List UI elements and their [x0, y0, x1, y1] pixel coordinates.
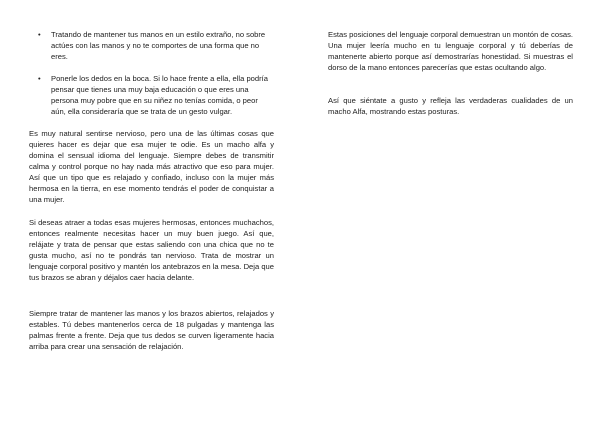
bullet-dot-icon: • [38, 74, 41, 83]
bullet-text: Tratando de mantener tus manos en un estilo extraño, no sobre actúes con las manos y no te comportes de una forma que no eres. [51, 30, 266, 61]
body-paragraph: Si deseas atraer a todas esas mujeres hermosas, entonces muchachos, entonces realmente necesitas hacer un muy buen juego. Así que, relájate y trata de pensar que estas saliendo con una chica que no te gusta mucho, así no te pondrás tan nervioso. Trata de mostrar un lenguaje corporal positivo y mantén los antebrazos en la mesa. Deja que tus brazos se abran y déjalos caer hacia delante. [29, 218, 274, 282]
body-paragraph: Estas posiciones del lenguaje corporal demuestran un montón de cosas. Una mujer leería mucho en tu lenguaje corporal y tú deberías de mantenerte abierto porque así demostrarías honestidad. Si muestras el dorso de la mano entonces parecerías que estas ocultando algo. [328, 30, 573, 72]
body-paragraph: Es muy natural sentirse nervioso, pero una de las últimas cosas que quieres hacer es dejar que esa mujer te odie. Es un macho alfa y domina el sensual idioma del lenguaje. Siempre debes de transmitir calma y control porque no hay nada más atractivo que eso para mujer. Así que un tipo que es relajado y confiado, incluso con la mujer más hermosa en la tierra, en ese momento tendrás el poder de conquistar a una mujer. [29, 129, 274, 204]
bullet-dot-icon: • [38, 30, 41, 39]
bullet-text: Ponerle los dedos en la boca. Si lo hace frente a ella, ella podría pensar que tienes una muy baja educación o que eres una persona muy pobre que en su niñez no tenías comida, o peor aún, ella consideraría que se trata de un gesto vulgar. [51, 74, 268, 116]
body-paragraph: Siempre tratar de mantener las manos y los brazos abiertos, relajados y estables. Tú debes mantenerlos cerca de 18 pulgadas y mantenga las palmas frente a frente. Deja que tus dedos se curven ligeramente hacia arriba para crear una sensación de relajación. [29, 309, 274, 351]
body-paragraph: Así que siéntate a gusto y refleja las verdaderas cualidades de un macho Alfa, mostrando estas posturas. [328, 96, 573, 116]
